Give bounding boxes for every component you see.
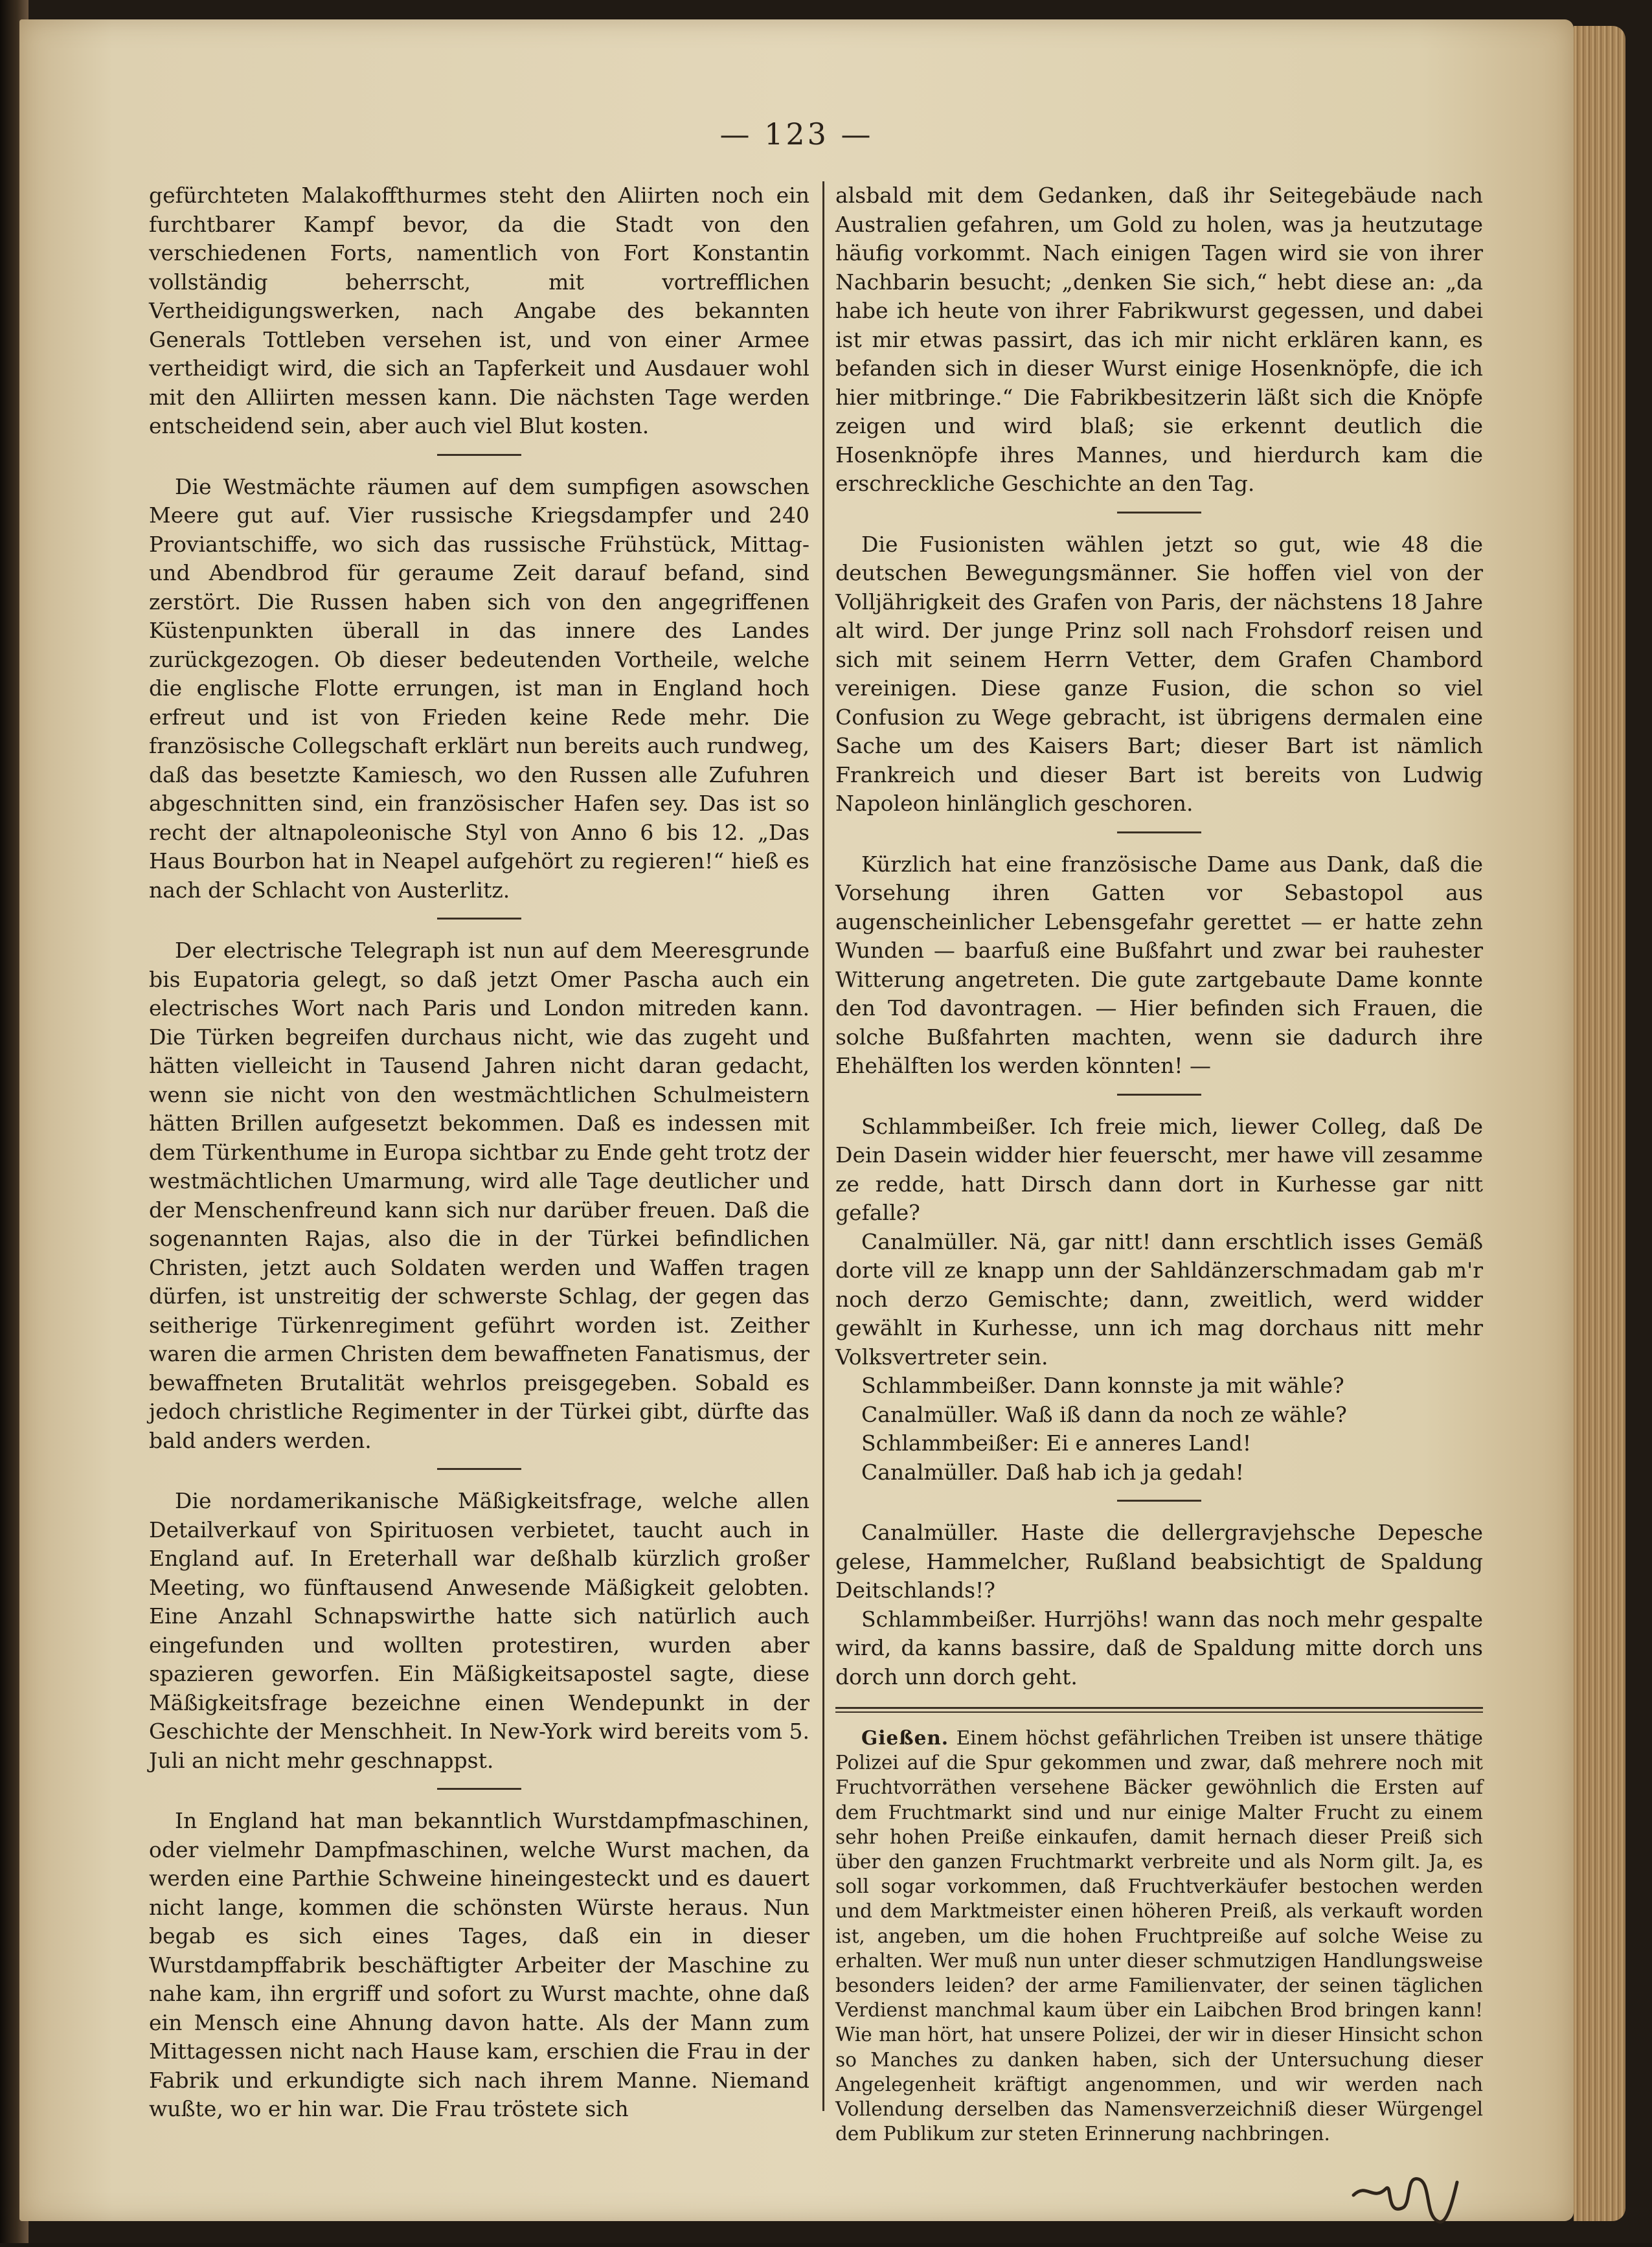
separator bbox=[437, 1468, 521, 1470]
dialogue-block bbox=[835, 1112, 1483, 1487]
separator bbox=[437, 454, 521, 456]
handwritten-mark bbox=[1341, 2156, 1470, 2247]
column-divider bbox=[822, 181, 824, 2111]
article bbox=[835, 530, 1483, 819]
article bbox=[149, 1487, 809, 1775]
article bbox=[149, 181, 809, 441]
news-text: Einem höchst gefährlichen Treiben ist unsere thätige Polizei auf die Spur gekommen und zwar, daß mehrere noch mit Fruchtvorräthen versehene Bäcker gewöhnlich die Ersten auf dem Fruchtmarkt sind und nur einige Malter Frucht zu einem sehr hohen Preiße einkaufen, damit hernach dieser Preiß sich über den ganzen Fruchtmarkt verbreite und als Norm gilt. Ja, es soll sogar vorkommen, daß Fruchtverkäufer bestochen werden und dem Marktmeister einen höheren Preiß, als verkauft worden ist, angeben, um die hohen Fruchtpreiße auf solche Weise zu erhalten. Wer muß nun unter dieser schmutzigen Handlungsweise besonders leiden? der arme Familienvater, der seinen täglichen Verdienst manchmal kaum über ein Laibchen Brod bringen kann! Wie man hört, hat unsere Polizei, der wir in dieser Hinsicht schon so Manches zu danken haben, sich der Untersuchung dieser Angelegenheit kräftigt angenommen, und wir werden nach Vollendung derselben das Namensverzeichniß dieser Würgengel dem Publikum zur steten Erinnerung nachbringen. bbox=[835, 1727, 1483, 2145]
dialogue-line: Canalmüller. Haste die dellergravjehsche Depesche gelese, Hammelcher, Rußland beabsichtigt de Spaldung Deitschlands!? bbox=[835, 1520, 1483, 1603]
article bbox=[149, 1807, 809, 2124]
dialogue-line: Schlammbeißer. Ich freie mich, liewer Colleg, daß De Dein Dasein widder hier feuerscht, mer hawe vill zesamme ze redde, hatt Dirsch dann dort in Kurhesse gar nitt gefalle? bbox=[835, 1113, 1483, 1225]
separator bbox=[1117, 512, 1201, 514]
dialogue-block bbox=[835, 1519, 1483, 1691]
left-column bbox=[149, 181, 809, 2136]
dialogue-line: Schlammbeißer. Hurrjöhs! wann das noch mehr gespalte wird, da kanns bassire, daß de Spaldung mitte dorch uns dorch unn dorch geht. bbox=[835, 1606, 1483, 1689]
article-text: Die Westmächte räumen auf dem sumpfigen asowschen Meere gut auf. Vier russische Kriegsdampfer und 240 Proviantschiffe, wo sich das russische Frühstück, Mittag- und Abendbrod für geraume Zeit darauf befand, sind zerstört. Die Russen haben sich von den angegriffenen Küstenpunkten überall in das innere des Landes zurückgezogen. Ob dieser bedeutenden Vortheile, welche die englische Flotte errungen, ist man in England hoch erfreut und ist von Frieden keine Rede mehr. Die französische Collegschaft erklärt nun bereits auch rundweg, daß das besetzte Kamiesch, wo den Russen alle Zufuhren abgeschnitten sind, ein französischer Hafen sey. Das ist so recht der altnapoleonische Styl von Anno 6 bis 12. „Das Haus Bourbon hat in Neapel aufgehört zu regieren!“ hieß es nach der Schlacht von Austerlitz. bbox=[149, 473, 809, 903]
dialogue-line: Canalmüller. Nä, gar nitt! dann erschtlich isses Gemäß dorte vill ze knapp unn der Sahldänzerschmadam gab m'r noch derzo Gemischte; dann, zweitlich, werd widder gewählt in Kurhesse, unn ich mag dorchaus nitt mehr Volksvertreter sein. bbox=[835, 1228, 1483, 1370]
article-text: Die Fusionisten wählen jetzt so gut, wie 48 die deutschen Bewegungsmänner. Sie hoffen viel von der Volljährigkeit des Grafen von Paris, der nächstens 18 Jahre alt wird. Der junge Prinz soll nach Frohsdorf reisen und sich mit seinem Herrn Vetter, dem Grafen Chambord vereinigen. Diese ganze Fusion, die schon so viel Confusion zu Wege gebracht, ist übrigens dermalen eine Sache um des Kaisers Bart; dieser Bart ist nämlich Frankreich und dieser Bart ist bereits von Ludwig Napoleon hinlänglich geschoren. bbox=[835, 531, 1483, 816]
page-edges bbox=[1574, 26, 1625, 2221]
separator bbox=[1117, 1094, 1201, 1096]
article bbox=[835, 850, 1483, 1081]
right-column bbox=[835, 181, 1483, 2158]
separator bbox=[1117, 1500, 1201, 1502]
article bbox=[835, 181, 1483, 499]
dialogue-line: Schlammbeißer: Ei e anneres Land! bbox=[861, 1430, 1252, 1456]
separator bbox=[1117, 831, 1201, 833]
article bbox=[149, 473, 809, 905]
article bbox=[149, 936, 809, 1455]
news-dateline: Gießen. bbox=[861, 1726, 949, 1749]
page-number: — 123 — bbox=[719, 117, 874, 152]
article-text: alsbald mit dem Gedanken, daß ihr Seitegebäude nach Australien gefahren, um Gold zu holen, was ja heutzutage häufig vorkommt. Nach einigen Tagen wird sie von ihrer Nachbarin besucht; „denken Sie sich,“ hebt diese an: „da habe ich heute von ihrer Fabrikwurst gegessen, und dabei ist mir etwas passirt, das ich mir nicht erklären kann, es befanden sich in dieser Wurst einige Hosenknöpfe, die ich hier mitbringe.“ Die Fabrikbesitzerin läßt sich die Knöpfe zeigen und wird blaß; sie erkennt deutlich die Hosenknöpfe ihres Mannes, und hierdurch kam die erschreckliche Geschichte an den Tag. bbox=[835, 183, 1483, 496]
dialogue-line: Canalmüller. Waß iß dann da noch ze wähle? bbox=[861, 1401, 1347, 1427]
article-text: Der electrische Telegraph ist nun auf dem Meeresgrunde bis Eupatoria gelegt, so daß jetzt Omer Pascha auch ein electrisches Wort nach Paris und London mitreden kann. Die Türken begreifen durchaus nicht, wie das zugeht und hätten vielleicht in Tausend Jahren nicht daran gedacht, wenn sie nicht von den westmächtlichen Schulmeistern hätten Brillen aufgesetzt bekommen. Daß es indessen mit dem Türkenthume in Europa sichtbar zu Ende geht trotz der westmächtlichen Umarmung, wird alle Tage deutlicher und der Menschenfreund kann sich nur darüber freuen. Daß die sogenannten Rajas, also die in der Türkei befindlichen Christen, jetzt auch Soldaten werden und Waffen tragen dürfen, ist unstreitig der schwerste Schlag, der gegen das seitherige Türkenregiment geführt worden ist. Zeither waren die armen Christen dem bewaffneten Fanatismus, der bewaffneten Brutalität wehrlos preisgegeben. Sobald es jedoch christliche Regimenter in der Türkei gibt, dürfte das bald anders werden. bbox=[149, 938, 809, 1453]
article-text: gefürchteten Malakoffthurmes steht den Aliirten noch ein furchtbarer Kampf bevor, da die Stadt von den verschiedenen Forts, namentlich von Fort Konstantin vollständig beherrscht, mit vortrefflichen Vertheidigungswerken, nach Angabe des bekannten Generals Tottleben versehen ist, und von einer Armee vertheidigt wird, die sich an Tapferkeit und Ausdauer wohl mit den Alliirten messen kann. Die nächsten Tage werden entscheidend sein, aber auch viel Blut kosten. bbox=[149, 183, 809, 438]
article-text: Die nordamerikanische Mäßigkeitsfrage, welche allen Detailverkauf von Spirituosen verbietet, taucht auch in England auf. In Ereterhall war deßhalb kürzlich großer Meeting, wo fünftausend Anwesende Mäßigkeit gelobten. Eine Anzahl Schnapswirthe hatte sich natürlich auch eingefunden und wollten protestiren, wurden aber spazieren geworfen. Ein Mäßigkeitsapostel sagte, diese Mäßigkeitsfrage bezeichne einen Wendepunkt in der Geschichte der Menschheit. In New-York wird bereits vom 5. Juli an nicht mehr geschnappst. bbox=[149, 1488, 809, 1773]
separator bbox=[437, 1788, 521, 1790]
article-text: Kürzlich hat eine französische Dame aus Dank, daß die Vorsehung ihren Gatten vor Sebastopol aus augenscheinlicher Lebensgefahr gerettet — er hatte zehn Wunden — baarfuß eine Bußfahrt und zwar bei rauhester Witterung angetreten. Die gute zartgebaute Dame konnte den Tod davontragen. — Hier befinden sich Frauen, die solche Bußfahrten machten, wenn sie dadurch ihre Ehehälften los werden könnten! — bbox=[835, 851, 1483, 1078]
article-text: In England hat man bekanntlich Wurstdampfmaschinen, oder vielmehr Dampfmaschinen, welche Wurst machen, da werden eine Parthie Schweine hineingesteckt und es dauert nicht lange, kommen die schönsten Würste heraus. Nun begab es sich eines Tages, daß ein in dieser Wurstdampffabrik beschäftigter Arbeiter der Maschine zu nahe kam, ihn ergriff und sofort zu Wurst machte, ohne daß ein Mensch eine Ahnung davon hatte. Als der Mann zum Mittagessen nicht nach Hause kam, erschien die Frau in der Fabrik und erkundigte sich nach ihrem Manne. Niemand wußte, wo er hin war. Die Frau tröstete sich bbox=[149, 1808, 809, 2121]
double-rule bbox=[835, 1707, 1483, 1713]
newspaper-page bbox=[19, 19, 1574, 2221]
dialogue-line: Schlammbeißer. Dann konnste ja mit wähle? bbox=[861, 1373, 1344, 1398]
dialogue-line: Canalmüller. Daß hab ich ja gedah! bbox=[861, 1459, 1245, 1485]
local-news bbox=[835, 1726, 1483, 2146]
separator bbox=[437, 918, 521, 920]
